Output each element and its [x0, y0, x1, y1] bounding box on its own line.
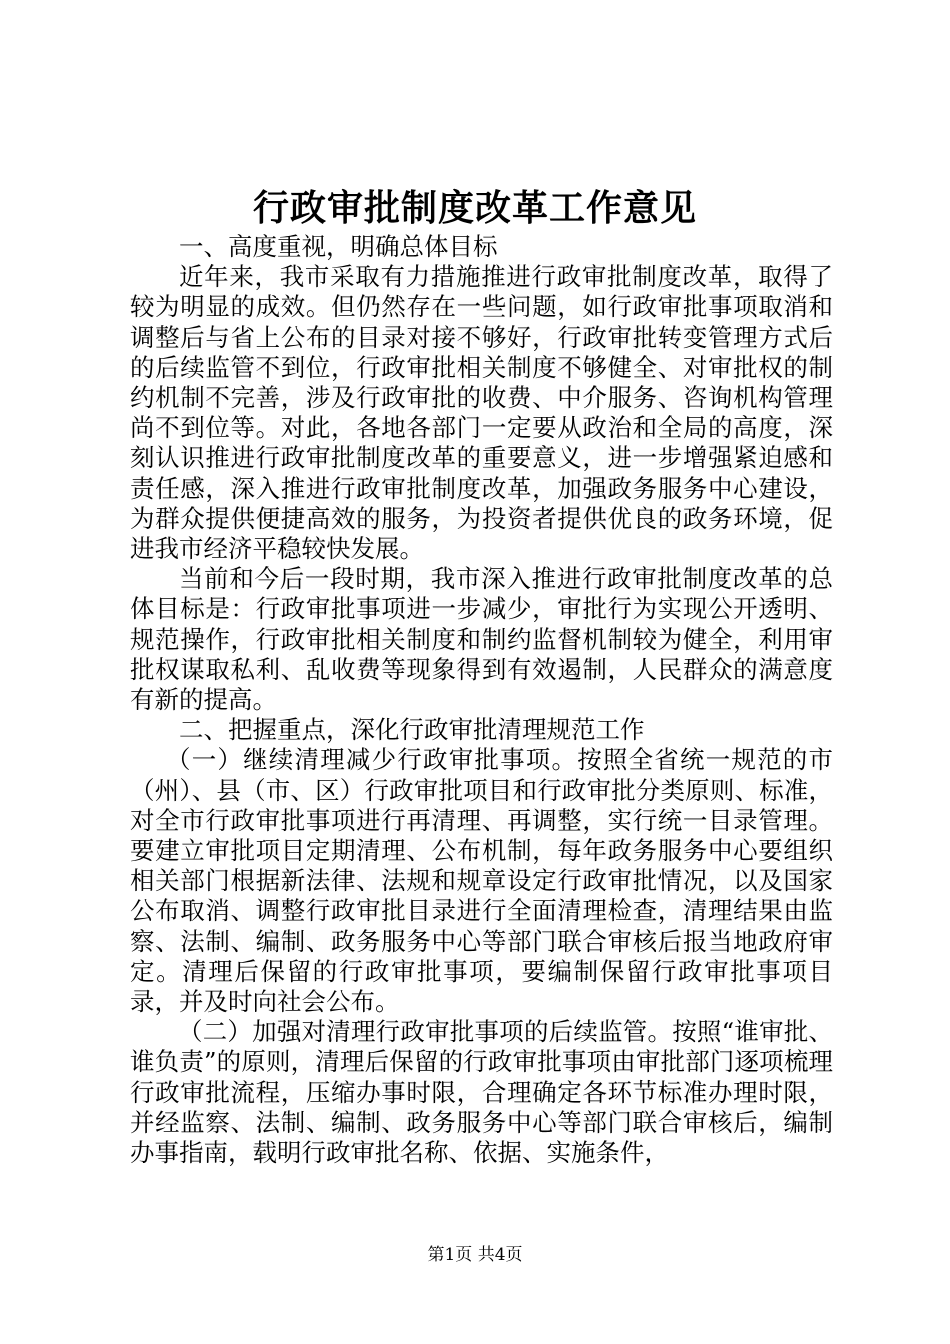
- page-number-footer: 第1页 共4页: [427, 1245, 523, 1265]
- body-paragraph: （二）加强对清理行政审批事项的后续监管。按照“谁审批、谁负责”的原则，清理后保留的行政审批事项由审批部门逐项梳理行政审批流程，压缩办事时限，合理确定各环节标准办理时限，并经监察、法制、编制、政务服务中心等部门联合审核后，编制办事指南，载明行政审批名称、依据、实施条件，: [130, 1017, 833, 1168]
- document-body: [130, 232, 833, 1168]
- body-paragraph: 近年来，我市采取有力措施推进行政审批制度改革，取得了较为明显的成效。但仍然存在一些问题，如行政审批事项取消和调整后与省上公布的目录对接不够好，行政审批转变管理方式后的后续监管不到位，行政审批相关制度不够健全、对审批权的制约机制不完善，涉及行政审批的收费、中介服务、咨询机构管理尚不到位等。对此，各地各部门一定要从政治和全局的高度，深刻认识推进行政审批制度改革的重要意义，进一步增强紧迫感和责任感，深入推进行政审批制度改革，加强政务服务中心建设，为群众提供便捷高效的服务，为投资者提供优良的政务环境，促进我市经济平稳较快发展。: [130, 262, 833, 564]
- section-heading: 二、把握重点，深化行政审批清理规范工作: [179, 715, 645, 745]
- body-paragraph: （一）继续清理减少行政审批事项。按照全省统一规范的市（州）、县（市、区）行政审批项目和行政审批分类原则、标准，对全市行政审批事项进行再清理、再调整，实行统一目录管理。要建立审批项目定期清理、公布机制，每年政务服务中心要组织相关部门根据新法律、法规和规章设定行政审批情况，以及国家公布取消、调整行政审批目录进行全面清理检查，清理结果由监察、法制、编制、政务服务中心等部门联合审核后报当地政府审定。清理后保留的行政审批事项，要编制保留行政审批事项目录，并及时向社会公布。: [130, 745, 833, 1017]
- section-heading: 一、高度重视，明确总体目标: [179, 232, 498, 261]
- document-title: 行政审批制度改革工作意见: [252, 187, 697, 229]
- body-paragraph: 当前和今后一段时期，我市深入推进行政审批制度改革的总体目标是：行政审批事项进一步减少，审批行为实现公开透明、规范操作，行政审批相关制度和制约监督机制较为健全，利用审批权谋取私利、乱收费等现象得到有效遏制，人民群众的满意度有新的提高。: [130, 564, 833, 715]
